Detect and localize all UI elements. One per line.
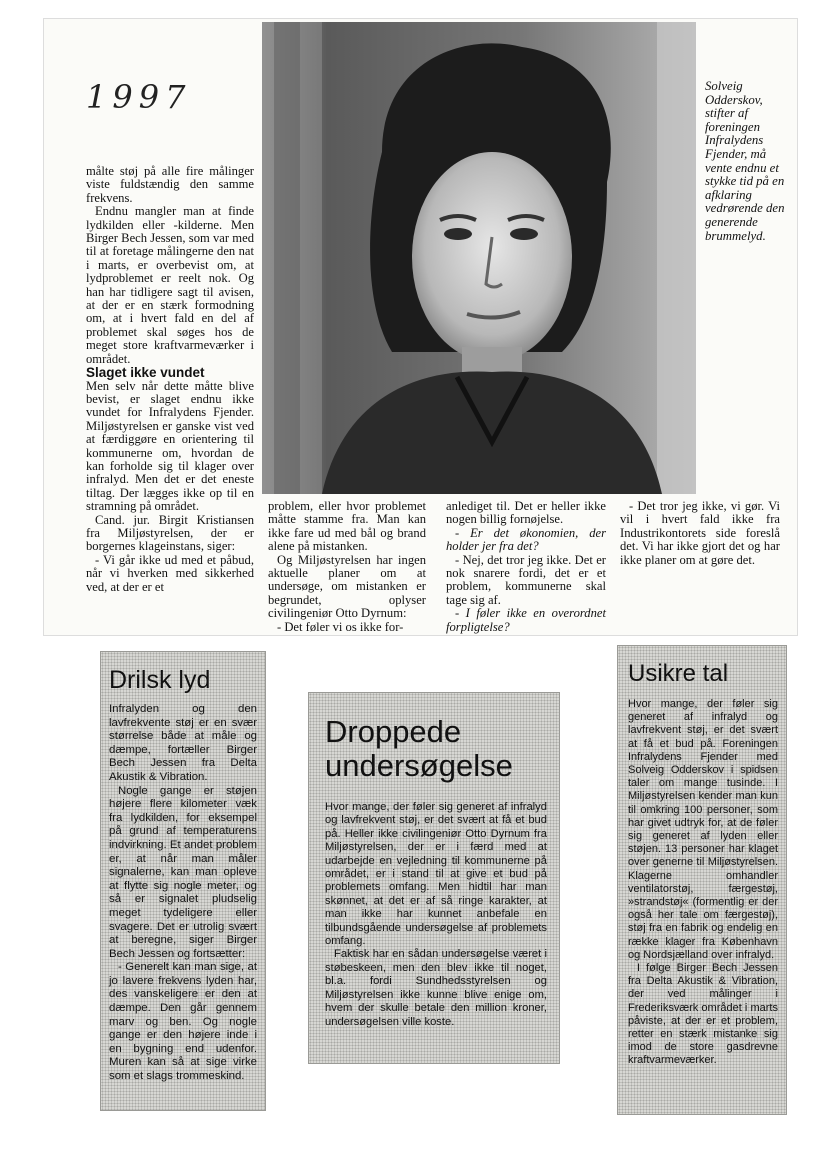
article-column-4 <box>620 500 780 567</box>
box-body <box>309 783 559 1029</box>
sidebar-box-drilsk-lyd <box>100 651 266 1111</box>
paragraph: anlediget til. Det er heller ikke nogen billig fornøjelse. <box>446 499 606 527</box>
interview-question: - Er det økonomien, der holder jer fra det? <box>446 525 606 554</box>
paragraph: Hvor mange, der føler sig generet af infralyd og lavfrekvent støj, er det svært at få et bud på. Foreningen Infralydens Fjender med Solveig Odderskov i spidsen taler om mange tusinde. I Miljøstyrelsen kender man kun til omkring 100 personer, som har givet udtryk for, at de føler sig generet af lyden eller støjen. 13 personer har klaget over generne til Miljøstyrelsen. Klagerne omhandler ventilatorstøj, færgestøj, »strandstøj« (formentlig er der også her tale om færgestøj), støj fra en fabrik og endelig en række klager fra København og Nordsjælland over infralyd. <box>628 698 778 961</box>
sidebar-box-droppede-undersoegelse <box>308 692 560 1064</box>
portrait-image <box>262 22 696 494</box>
photo-caption: Solveig Odderskov, stifter af foreningen Infralydens Fjender, må vente endnu et stykke tid på en afklaring vedrørende den generende brummelyd. <box>705 79 785 243</box>
paragraph: Men selv når dette måtte blive bevist, er slaget endnu ikke vundet for Infralydens Fjender. Miljøstyrelsen er ganske vist ved at færdiggøre en orientering til kommunerne om, hvordan de kan forholde sig til klager over infralyd. Men det er det eneste tiltag. Der lægges ikke op til en stramning på området. <box>86 378 254 514</box>
box-body <box>101 695 265 1084</box>
subheading: Slaget ikke vundet <box>86 365 205 381</box>
paragraph: I følge Birger Bech Jessen fra Delta Akustik & Vibration, der ved målinger i Frederiksværk området i marts påviste, at der er et problem, retter en stærk mistanke sig imod de store gasdrevne kraftvarmeværker. <box>628 962 778 1067</box>
paragraph: - Det føler vi os ikke for- <box>277 619 404 634</box>
paragraph: - Nej, det tror jeg ikke. Det er nok snarere fordi, det er et problem, kommunerne skal tage sig af. <box>446 552 606 607</box>
box-title: Usikre tal <box>628 660 729 687</box>
article-column-1 <box>86 165 254 594</box>
portrait-photo <box>262 22 696 494</box>
paragraph: - Det tror jeg ikke, vi gør. Vi vil i hvert fald ikke fra Industrikontorets side foreslå det. Vi har ikke gjort det og har ikke planer om at gøre det. <box>620 499 780 567</box>
paragraph: Nogle gange er støjen højere flere kilometer væk fra lydkilden, for eksempel på grund af temperaturens indvirkning. Et andet problem er, at når man måler signalerne, kan man opleve at flytte sig nogle meter, og så er signalet pludselig meget tydeligere eller svagere. Det er utrolig svært at beregne, siger Birger Bech Jessen og fortsætter: <box>109 784 257 960</box>
paragraph: Og Miljøstyrelsen har ingen aktuelle planer om at undersøge, om mistanken er begrundet, oplyser civilingeniør Otto Dyrnum: <box>268 552 426 621</box>
box-title: Droppede undersøgelse <box>325 714 513 783</box>
paragraph: problem, eller hvor problemet måtte stamme fra. Man kan ikke fare ud med bål og brand alene på mistanken. <box>268 499 426 554</box>
paragraph: Infralyden og den lavfrekvente støj er en svær størrelse både at måle og dæmpe, fortæller Birger Bech Jessen fra Delta Akustik & Vibration. <box>109 703 257 783</box>
interview-question: - I føler ikke en overordnet forpligtelse? <box>446 606 606 634</box>
paragraph: målte støj på alle fire målinger viste fuldstændig den samme frekvens. <box>86 164 254 205</box>
paragraph: - Vi går ikke ud med et påbud, når vi hverken med sikkerhed ved, at der er et <box>86 552 254 594</box>
paragraph: - Generelt kan man sige, at jo lavere frekvens lyden har, des vanskeligere er den at dæmpe. Den går gennem marv og ben. Og nogle gange er den højere inde i en bygning end udenfor. Muren kan så at sige virke som et slags trommeskind. <box>109 961 257 1083</box>
box-body <box>618 688 786 1068</box>
box-title: Drilsk lyd <box>109 666 211 694</box>
article-column-2 <box>268 500 426 634</box>
sidebar-box-usikre-tal <box>617 645 787 1115</box>
article-column-3 <box>446 500 606 634</box>
paragraph: Faktisk har en sådan undersøgelse været i støbeskeen, men den blev ikke til noget, bl.a. fordi Sundhedsstyrelsen og Miljøstyrelsen ikke kunne blive enige om, hvem der skulle betale den million kroner, undersøgelsen ville koste. <box>325 948 547 1028</box>
paragraph: Hvor mange, der føler sig generet af infralyd og lavfrekvent støj, er det svært at få et bud på. Heller ikke civilingeniør Otto Dyrnum fra Miljøstyrelsen, der er i færd med at udarbejde en vejledning til kommunerne på området, er i stand til at give et bud på problemets omfang. Men hidtil har man skønnet, at det er af så ringe karakter, at man ikke har kunnet anbefale en tilbundsgående undersøgelse af problemets omfang. <box>325 801 547 948</box>
paragraph: Endnu mangler man at finde lydkilden eller -kilderne. Men Birger Bech Jessen, som var med til at foretage målingerne den nat i marts, er overbevist om, at lydproblemet er reelt nok. Og han har tidligere sagt til avisen, at der er en stærk formodning om, at i hvert fald en del af problemet skal søges hos de meget store kraftvarmeværker i området. <box>86 204 254 366</box>
paragraph: Cand. jur. Birgit Kristiansen fra Miljøstyrelsen, der er borgernes klageinstans, siger: <box>86 512 254 554</box>
handwritten-year: 1997 <box>86 78 192 116</box>
